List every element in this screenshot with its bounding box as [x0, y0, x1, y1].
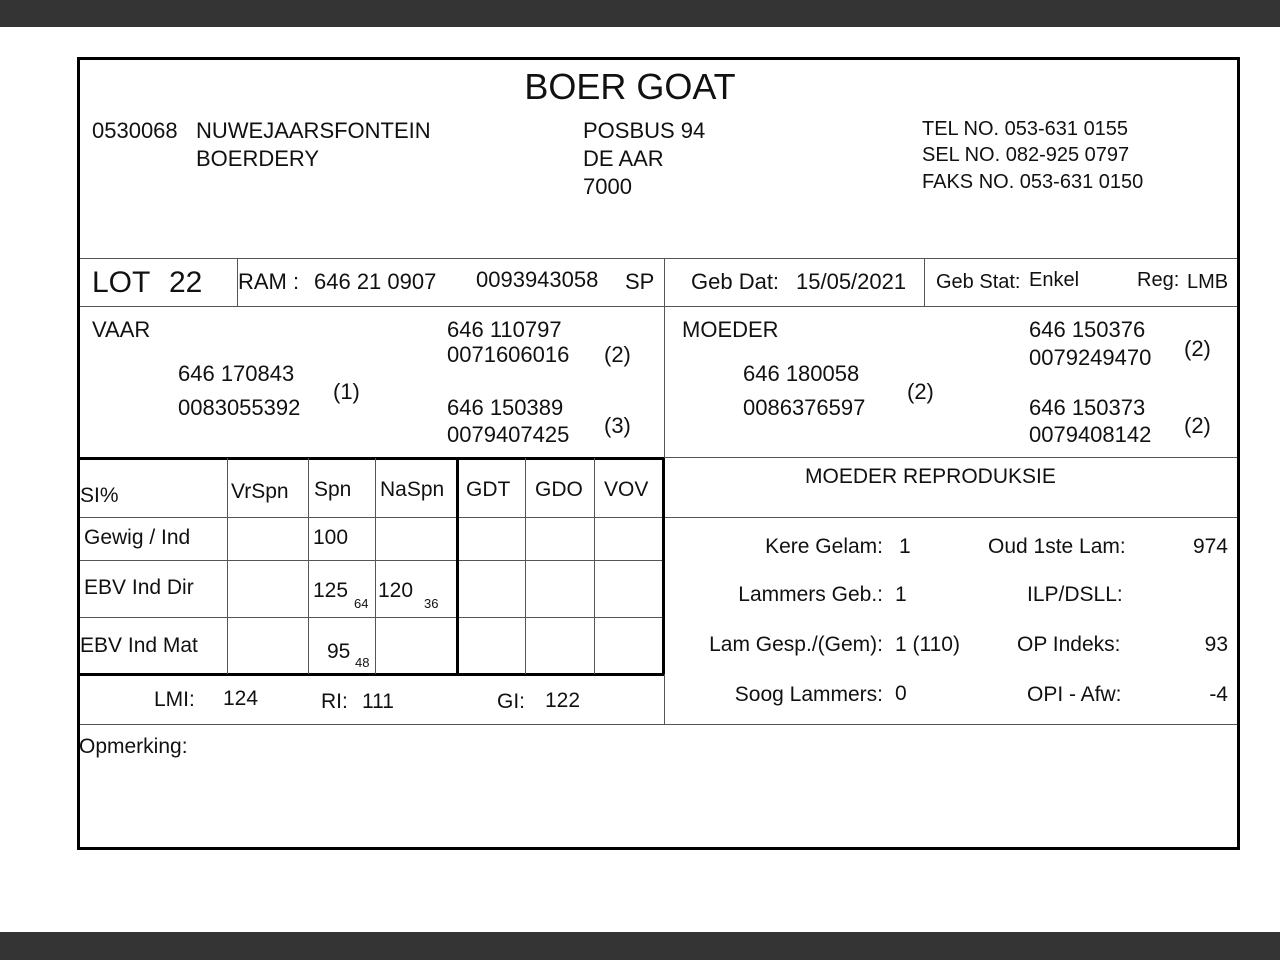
- spn-value: 100: [313, 526, 349, 549]
- column-header: GDT: [466, 478, 511, 501]
- repro-value: 1 (110): [895, 633, 960, 656]
- repro-value: -4: [1209, 683, 1228, 706]
- sire-label: VAAR: [92, 317, 151, 342]
- dam-dam-code: (2): [1184, 413, 1211, 438]
- dam-number: 0086376597: [743, 395, 866, 420]
- divider: [80, 560, 664, 561]
- tel-number: TEL NO. 053-631 0155: [922, 118, 1129, 140]
- divider: [664, 674, 665, 725]
- spn-value: 95: [327, 640, 351, 663]
- column-header: GDO: [535, 478, 583, 501]
- sire-dam-code: (3): [604, 413, 631, 438]
- repro-value: 93: [1204, 633, 1228, 656]
- spn-value: 125: [313, 579, 349, 602]
- repro-value: 974: [1192, 535, 1228, 558]
- repro-value: 1: [895, 583, 907, 606]
- column-header: NaSpn: [380, 478, 445, 501]
- row-label: Gewig / Ind: [84, 526, 191, 549]
- gi-value: 122: [545, 689, 581, 712]
- ram-id: 646 21 0907: [314, 269, 437, 294]
- divider: [308, 458, 309, 674]
- breeder-name-line1: NUWEJAARSFONTEIN: [196, 118, 431, 143]
- birth-status: Enkel: [1029, 269, 1080, 291]
- repro-label: Lammers Geb.:: [738, 583, 883, 606]
- column-header: VOV: [604, 478, 649, 501]
- address-line: DE AAR: [583, 146, 664, 171]
- divider: [375, 458, 376, 674]
- table-border: [80, 673, 664, 676]
- divider: [80, 724, 1237, 725]
- divider: [924, 258, 925, 306]
- sire-id: 646 170843: [178, 361, 295, 386]
- reg-value: LMB: [1187, 271, 1229, 293]
- repro-value: 1: [899, 535, 911, 558]
- row-label: EBV Ind Mat: [80, 634, 198, 657]
- repro-label: Kere Gelam:: [765, 535, 883, 558]
- sire-sire-number: 0071606016: [447, 342, 570, 367]
- lmi-label: LMI:: [154, 688, 195, 711]
- dam-sire-code: (2): [1184, 336, 1211, 361]
- birth-date: 15/05/2021: [796, 269, 907, 294]
- frame-bottom: [77, 847, 1240, 850]
- spn-accuracy: 64: [354, 596, 369, 611]
- ram-label: RAM :: [238, 269, 300, 294]
- divider: [80, 617, 664, 618]
- ri-value: 111: [362, 690, 394, 713]
- dam-label: MOEDER: [682, 317, 779, 342]
- reg-label: Reg:: [1137, 269, 1180, 291]
- repro-label: Soog Lammers:: [734, 683, 883, 706]
- table-border: [662, 458, 665, 674]
- document-title: BOER GOAT: [524, 66, 736, 107]
- sire-code: (1): [333, 379, 360, 404]
- column-header: SI%: [80, 484, 119, 507]
- spn-accuracy: 48: [355, 655, 370, 670]
- sire-sire-code: (2): [604, 342, 631, 367]
- repro-label: Lam Gesp./(Gem):: [709, 633, 883, 656]
- repro-label: OPI - Afw:: [1027, 683, 1122, 706]
- breeder-number: 0530068: [92, 118, 178, 143]
- sire-sire-id: 646 110797: [447, 317, 562, 342]
- frame-right: [1237, 57, 1240, 850]
- frame-top: [78, 57, 1240, 60]
- remarks-label: Opmerking:: [79, 735, 188, 758]
- sire-number: 0083055392: [178, 395, 301, 420]
- naspn-value: 120: [378, 579, 414, 602]
- divider: [80, 258, 1237, 259]
- column-header: Spn: [314, 478, 352, 501]
- dam-dam-number: 0079408142: [1029, 422, 1152, 447]
- frame-left: [77, 57, 80, 850]
- ram-code: SP: [625, 269, 655, 294]
- birth-date-label: Geb Dat:: [691, 269, 780, 294]
- gi-label: GI:: [497, 690, 526, 713]
- lot-label: LOT: [92, 266, 151, 299]
- dam-sire-id: 646 150376: [1029, 317, 1146, 342]
- lot-number: 22: [169, 266, 203, 299]
- bottom-bar: [0, 932, 1280, 960]
- divider: [80, 306, 1237, 307]
- dam-sire-number: 0079249470: [1029, 345, 1152, 370]
- repro-label: Oud 1ste Lam:: [988, 535, 1126, 558]
- column-header: VrSpn: [231, 480, 289, 503]
- breeder-name-line2: BOERDERY: [196, 146, 320, 171]
- table-border: [80, 457, 664, 460]
- sire-dam-number: 0079407425: [447, 422, 570, 447]
- repro-label: OP Indeks:: [1017, 633, 1121, 656]
- divider: [594, 458, 595, 674]
- address-line: 7000: [583, 174, 632, 199]
- divider: [664, 258, 665, 458]
- lmi-value: 124: [223, 687, 259, 710]
- dam-dam-id: 646 150373: [1029, 395, 1146, 420]
- birth-status-label: Geb Stat:: [936, 271, 1021, 293]
- address-line: POSBUS 94: [583, 118, 706, 143]
- section-title: MOEDER REPRODUKSIE: [805, 465, 1056, 488]
- ri-label: RI:: [321, 690, 348, 713]
- ram-number: 0093943058: [476, 267, 599, 292]
- divider: [80, 517, 1237, 518]
- dam-id: 646 180058: [743, 361, 860, 386]
- sel-number: SEL NO. 082-925 0797: [922, 144, 1130, 166]
- dam-code: (2): [907, 379, 934, 404]
- top-bar: [0, 0, 1280, 27]
- faks-number: FAKS NO. 053-631 0150: [922, 171, 1144, 193]
- divider: [227, 458, 228, 674]
- divider: [525, 458, 526, 674]
- row-label: EBV Ind Dir: [84, 576, 194, 599]
- repro-label: ILP/DSLL:: [1027, 583, 1123, 606]
- repro-value: 0: [895, 682, 907, 705]
- sire-dam-id: 646 150389: [447, 395, 564, 420]
- naspn-accuracy: 36: [424, 596, 439, 611]
- table-border: [456, 458, 459, 674]
